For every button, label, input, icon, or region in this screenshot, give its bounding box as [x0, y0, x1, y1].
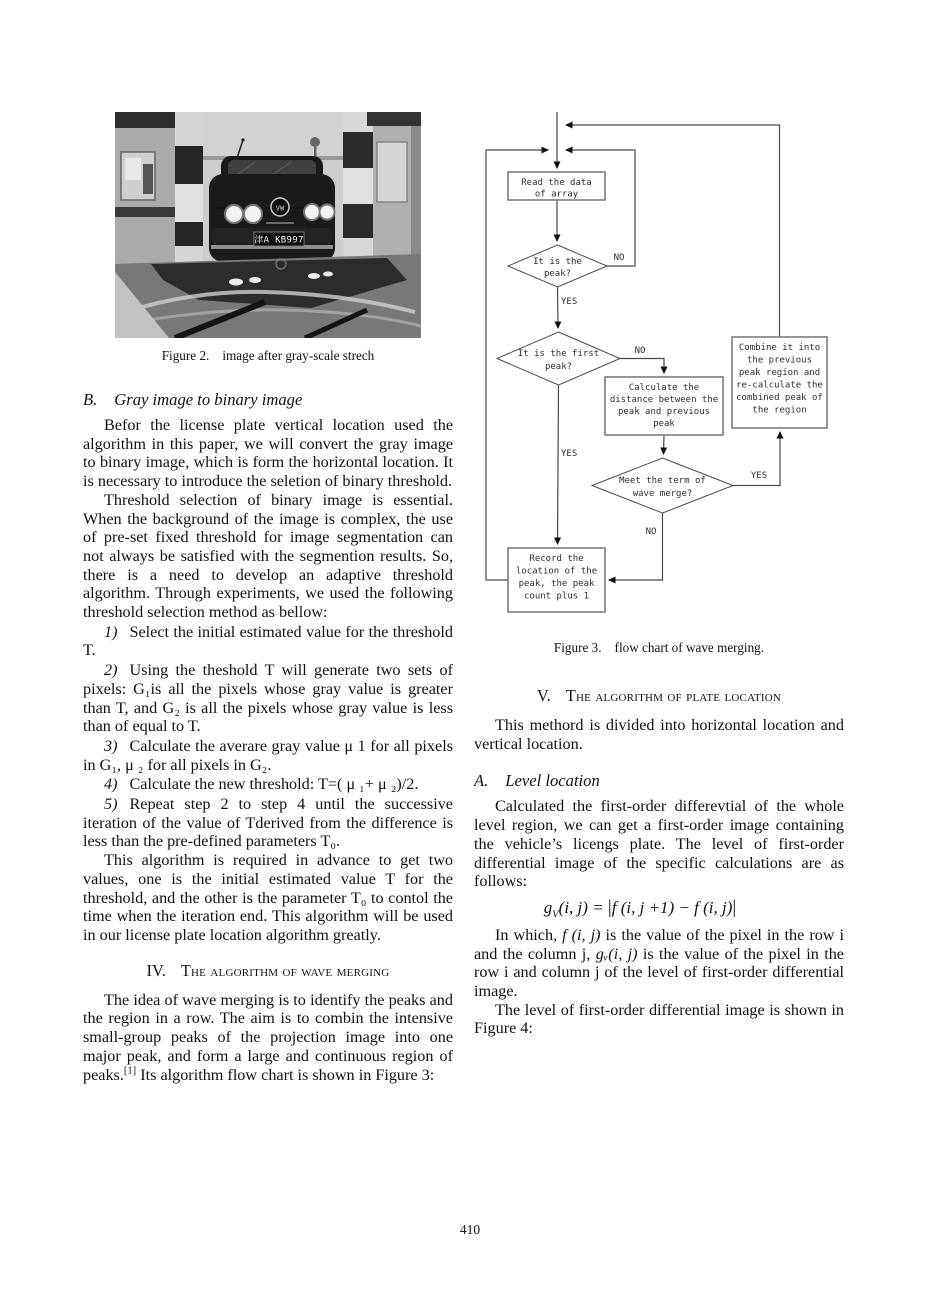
figure3-caption: [474, 640, 844, 656]
paragraph-threshold-selection: Threshold selection of binary image is essential. When the background of the image is complex, the use of pre-set fixed threshold for image segmentation can not always be satisfied with the segmention results. So, there is a need to develop an adaptive threshold algorithm. Through experiments, we used the following threshold selection method as bellow:: [83, 490, 453, 622]
svg-text:It is the first: It is the first: [517, 349, 600, 359]
figure2-caption: [83, 348, 453, 364]
foreground-hood: [115, 254, 421, 338]
right-column: [474, 108, 844, 1038]
list-item-2: [83, 661, 453, 736]
section-v-heading: [474, 686, 844, 706]
figure2-caption-text: image after gray-scale strech: [222, 348, 375, 363]
svg-text:NO: NO: [634, 346, 646, 356]
list-item-2-text: Using the theshold T will generate two sets of pixels: G₁is all the pixels whose gray value is greater than T, and G₂ is all the pixels whose gray value is less than of equal to T.: [83, 661, 453, 736]
left-striped-pillar: [175, 112, 203, 264]
paragraph-gray-to-binary: Befor the license plate vertical location used the algorithm in this paper, we will convert the gray image to binary image, which is form the horizontal location. It is necessary to introduce the seletion of binary threshold.: [83, 416, 453, 491]
list-item-2-number: 2): [104, 661, 118, 680]
list-item-3: [83, 737, 453, 774]
svg-text:count plus 1: count plus 1: [523, 591, 590, 602]
svg-text:NO: NO: [645, 527, 657, 537]
list-item-4: [83, 775, 453, 794]
paragraph-in-which: [474, 926, 844, 1001]
section-b-heading: [83, 390, 453, 410]
figure2-photo: [115, 112, 421, 338]
section-b-title: Gray image to binary image: [114, 390, 303, 409]
barrier-arm: [115, 207, 175, 217]
svg-text:Read the data: Read the data: [521, 178, 592, 188]
list-item-5-text: Repeat step 2 to step 4 until the successive iteration of the value of Tderived from the difference is less than the pre-defined parameters T₀.: [83, 795, 453, 851]
svg-text:It is the: It is the: [533, 257, 582, 267]
list-item-1-number: 1): [104, 622, 118, 641]
svg-text:combined peak of: combined peak of: [736, 393, 823, 403]
svg-text:peak and previous: peak and previous: [617, 407, 711, 417]
svg-text:NO: NO: [613, 253, 625, 263]
svg-text:peak?: peak?: [544, 362, 573, 372]
wave-merging-flowchart: [480, 108, 832, 620]
license-plate-text: 津A KB997: [254, 235, 304, 246]
section-b-number: B.: [83, 390, 98, 409]
right-striped-pillar: [343, 112, 373, 264]
list-item-4-number: 4): [104, 775, 118, 794]
in-which-text-1: In which,: [495, 925, 563, 944]
paragraph-figure4-reference: The level of first-order differential image is shown in Figure 4:: [474, 1000, 844, 1038]
list-item-5-number: 5): [104, 795, 118, 814]
inline-math-g: gᵥ(i, j): [595, 944, 638, 963]
paragraph-wave-merging-idea: [83, 991, 453, 1085]
figure3-flowchart: [480, 108, 832, 620]
formula-bar-close: |: [732, 896, 737, 918]
svg-text:Combine it into: Combine it into: [738, 343, 821, 353]
inline-math-f: f (i, j): [562, 925, 601, 944]
formula-rhs: f (i, j +1) − f (i, j): [611, 897, 733, 917]
paragraph-method-divided: This methord is divided into horizontal location and vertical location.: [474, 716, 844, 753]
svg-text:Meet the term of: Meet the term of: [619, 476, 706, 486]
formula-lhs-args: (i, j) =: [558, 897, 608, 917]
figure3-caption-text: flow chart of wave merging.: [614, 640, 765, 655]
wave-merging-text-after: Its algorithm flow chart is shown in Figure 3:: [136, 1065, 435, 1084]
first-order-differential-formula: [474, 897, 806, 919]
reference-1-superscript: [1]: [123, 1065, 137, 1077]
section-a-number: A.: [474, 771, 489, 791]
list-item-3-text: Calculate the averare gray value μ 1 for all pixels in G₁, μ ₂ for all pixels in G₂.: [83, 736, 453, 774]
svg-text:peak, the peak: peak, the peak: [518, 579, 595, 589]
section-a-heading: [474, 771, 844, 791]
flow-text: [516, 178, 823, 602]
formula-subscript-v: V: [552, 909, 559, 921]
car-rear: [209, 138, 335, 262]
formula-bar-open: |: [607, 896, 612, 918]
page-number: 410: [459, 1222, 481, 1237]
formula-g: g: [543, 897, 553, 917]
in-which-text-2: is the value of the pixel in the row i and the column j,: [474, 925, 845, 963]
svg-text:distance between the: distance between the: [609, 395, 719, 405]
svg-text:the previous: the previous: [746, 355, 813, 366]
section-iv-heading: [83, 961, 453, 981]
list-item-3-number: 3): [104, 736, 118, 755]
figure3-caption-label: Figure 3.: [553, 640, 602, 655]
svg-text:peak region and: peak region and: [738, 368, 821, 378]
vw-logo-text: VW: [275, 204, 285, 213]
in-which-text-3: is the value of the pixel in the row i and column j of the level of first-order differential image.: [474, 944, 844, 1001]
list-item-5: [83, 795, 453, 851]
section-v-title: The algorithm of plate location: [565, 686, 782, 705]
paragraph-first-order: Calculated the first-order differevtial of the whole level region, we can get a first-order image containing the vehicle’s licengs plate. The level of first-order differential image of the specific calculations are as follows:: [474, 797, 844, 891]
distant-dome: [310, 137, 320, 147]
svg-text:re-calculate the: re-calculate the: [736, 380, 823, 391]
svg-text:peak?: peak?: [543, 269, 572, 279]
svg-text:of array: of array: [534, 189, 579, 200]
section-a-title: Level location: [505, 771, 600, 791]
svg-text:Record the: Record the: [529, 554, 584, 564]
svg-text:location of the: location of the: [515, 566, 598, 577]
svg-text:wave merge?: wave merge?: [632, 489, 693, 499]
svg-text:the region: the region: [752, 405, 807, 416]
svg-text:YES: YES: [561, 297, 578, 307]
figure2-caption-label: Figure 2.: [161, 348, 210, 363]
section-iv-title: The algorithm of wave merging: [180, 960, 390, 980]
section-v-number: V.: [536, 686, 551, 705]
section-iv-number: IV.: [146, 960, 166, 980]
left-column: [83, 108, 453, 1084]
svg-text:Calculate the: Calculate the: [628, 383, 700, 393]
car-photo-illustration: [115, 112, 421, 338]
wave-merging-text: The idea of wave merging is to identify the peaks and the region in a row. The aim is to combin the intensive small-group peaks of the projection image into one major peak, and form a large and continuous region of peaks.: [83, 990, 453, 1084]
paragraph-algorithm-values: This algorithm is required in advance to get two values, one is the initial estimated value T for the threshold, and the other is the parameter T₀ to contol the time when the iteration end. This algorithm will be used in our license plate location algorithm greatly.: [83, 851, 453, 944]
svg-text:YES: YES: [750, 471, 768, 481]
svg-text:YES: YES: [561, 449, 578, 459]
list-item-4-text: Calculate the new threshold: T=( μ ₁+ μ ₂)/2.: [129, 775, 419, 794]
svg-text:peak: peak: [653, 419, 675, 429]
list-item-1: [83, 623, 453, 660]
list-item-1-text: Select the initial estimated value for the threshold T.: [83, 622, 453, 660]
